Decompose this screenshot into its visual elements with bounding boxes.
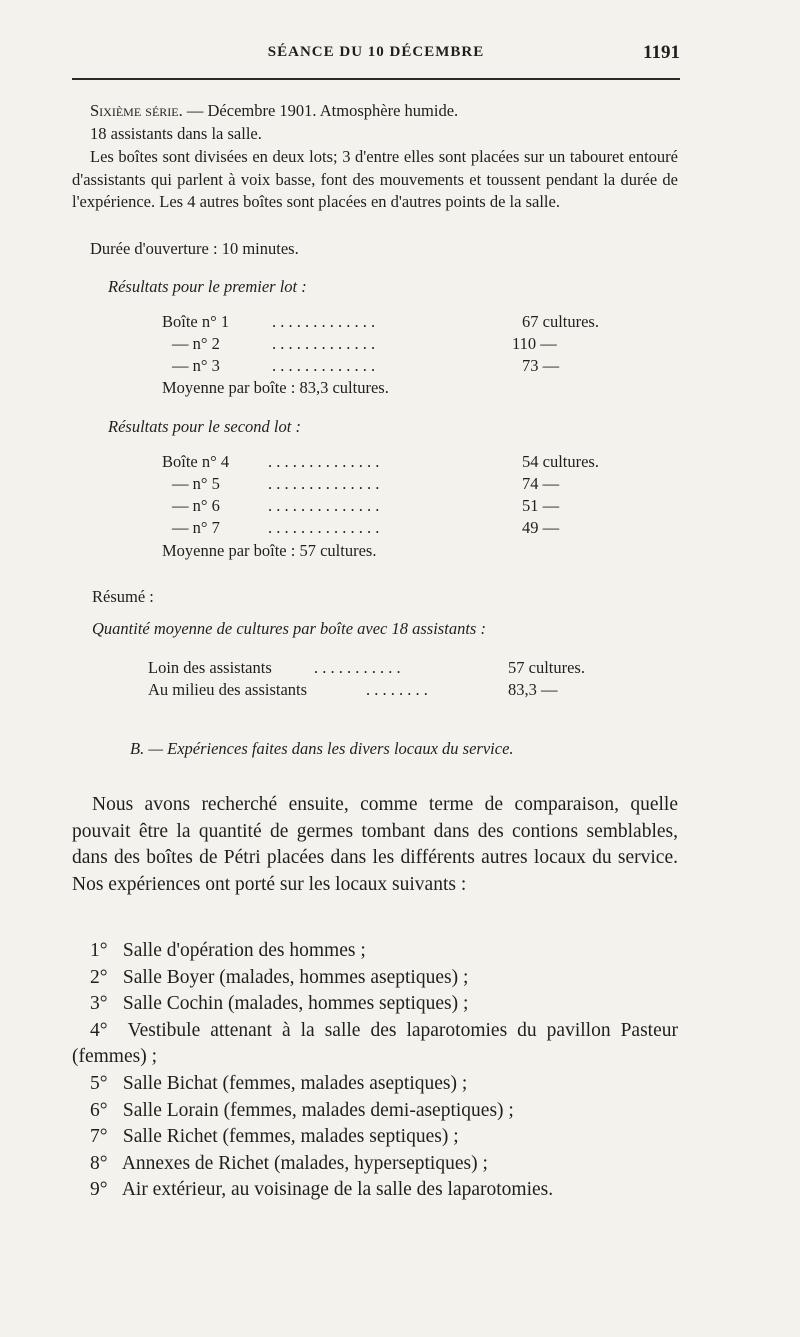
list-text: Salle Lorain (femmes, malades demi-aseptiques) ; [122,1099,514,1121]
result-row [0,356,800,378]
result-row [0,658,800,680]
result-label: Loin des assistants [148,658,272,677]
result-label: — n° 2 [172,334,220,353]
header-rule [72,78,680,80]
result-label: — n° 3 [172,356,220,375]
result-value: 74 — [522,474,560,493]
locations-list [72,938,678,1204]
list-number: 5° [90,1072,108,1094]
dot-leader: . . . . . . . . [366,680,428,699]
average-row [0,541,800,563]
result-row [0,452,800,474]
list-item [72,1151,678,1178]
list-number: 2° [90,966,108,988]
list-text: Annexes de Richet (malades, hyperseptiques) ; [121,1152,488,1174]
result-value: 54 cultures. [522,452,599,471]
resume-subheading: Quantité moyenne de cultures par boîte avec 18 assistants : [92,619,486,638]
list-text: Salle d'opération des hommes ; [122,940,366,961]
list-item [72,938,678,965]
list-item [72,1018,678,1071]
average-row [0,378,800,400]
list-number: 8° [90,1152,108,1174]
list-text: Air extérieur, au voisinage de la salle des laparotomies. [121,1179,554,1201]
duration-line: Durée d'ouverture : 10 minutes. [90,239,299,258]
series-label: Sixième série. [90,101,183,120]
result-value: 73 — [522,356,560,375]
list-item [72,1124,678,1151]
result-value: 51 — [522,496,560,515]
list-text: Salle Bichat (femmes, malades aseptiques) ; [122,1072,468,1094]
assistants-line: 18 assistants dans la salle. [90,124,262,143]
average-text: Moyenne par boîte : 83,3 cultures. [162,378,389,397]
result-label: — n° 7 [172,518,220,537]
result-value: 83,3 — [508,680,558,699]
dot-leader: . . . . . . . . . . . [314,658,401,677]
dot-leader: . . . . . . . . . . . . . [272,312,376,331]
result-row [0,474,800,496]
list-number: 1° [90,940,108,961]
average-text: Moyenne par boîte : 57 cultures. [162,541,377,560]
list-number: 4° [90,1019,108,1041]
lot1-heading: Résultats pour le premier lot : [108,277,307,296]
list-text: Salle Cochin (malades, hommes septiques) ; [122,993,469,1015]
dot-leader: . . . . . . . . . . . . . . [268,474,380,493]
series-line [90,100,678,123]
list-text: Salle Boyer (malades, hommes aseptiques) ; [122,966,469,988]
list-number: 6° [90,1099,108,1121]
list-item [72,1098,678,1125]
result-label: Boîte n° 4 [162,452,230,471]
result-value: 110 — [512,334,557,353]
dot-leader: . . . . . . . . . . . . . . [268,496,380,515]
result-row [0,496,800,518]
result-label: Boîte n° 1 [162,312,230,331]
intro-paragraph: Nous avons recherché ensuite, comme terme de comparaison, quelle pouvait être la quantité de germes tombant dans des contions semblables, dans des boîtes de Pétri placées dans les différents autres locaux du service. Nos expériences ont porté sur les locaux suivants : [72,794,678,895]
series-date: Décembre 1901. Atmosphère humide. [207,101,459,120]
list-number: 3° [90,993,108,1015]
result-row [0,312,800,334]
result-value: 57 cultures. [508,658,585,677]
list-item [72,991,678,1018]
result-value: 49 — [522,518,560,537]
list-text: Salle Richet (femmes, malades septiques) ; [122,1126,459,1148]
result-row [0,334,800,356]
result-value: 67 cultures. [522,312,599,331]
series-dash: — [182,101,208,120]
dot-leader: . . . . . . . . . . . . . [272,334,376,353]
list-item [72,965,678,992]
series-description: Les boîtes sont divisées en deux lots; 3 d'entre elles sont placées sur un tabouret entouré d'assistants qui parlent à voix basse, font des mouvements et toussent pendant la durée de l'expérience. Les 4 autres boîtes sont placées en d'autres points de la salle. [72,147,678,211]
running-title: SÉANCE DU 10 DÉCEMBRE [267,44,485,60]
result-label: — n° 5 [172,474,220,493]
result-label: Au milieu des assistants [148,680,308,699]
page-header [72,42,680,72]
result-label: — n° 6 [172,496,220,515]
dot-leader: . . . . . . . . . . . . . [272,356,376,375]
result-row [0,680,800,702]
dot-leader: . . . . . . . . . . . . . . [268,452,380,471]
resume-label: Résumé : [92,587,154,606]
list-text: Vestibule attenant à la salle des laparotomies du pavillon Pasteur (femmes) ; [72,1019,678,1068]
page-number: 1191 [643,42,680,63]
list-number: 9° [90,1179,108,1201]
list-number: 7° [90,1126,108,1148]
dot-leader: . . . . . . . . . . . . . . [268,518,380,537]
list-item [72,1177,678,1204]
list-item [72,1071,678,1098]
result-row [0,518,800,540]
lot2-heading: Résultats pour le second lot : [108,417,301,436]
section-b-heading: B. — Expériences faites dans les divers locaux du service. [130,739,514,758]
